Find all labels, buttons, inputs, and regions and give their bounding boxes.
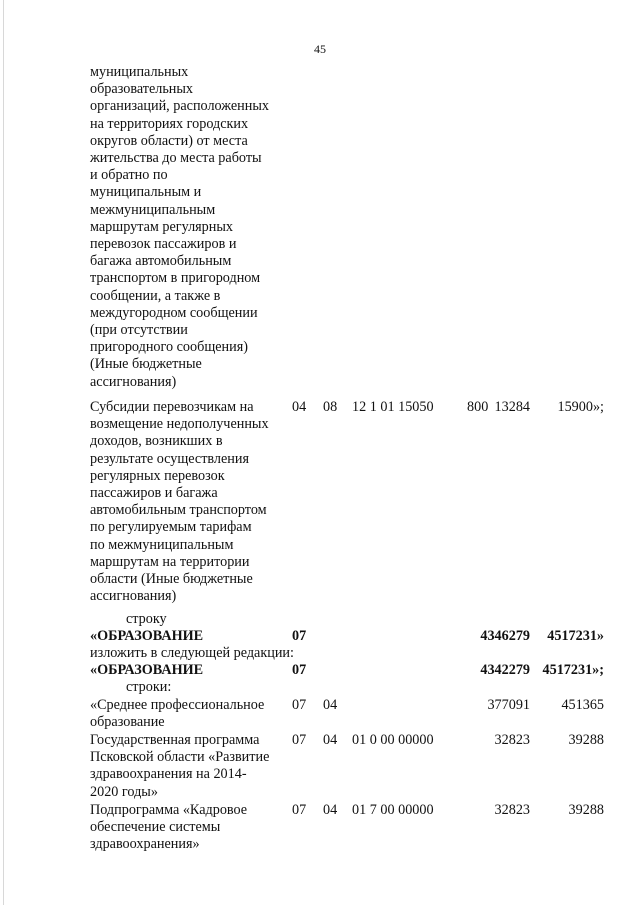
text-line: пригородного сообщения) <box>90 339 248 356</box>
scan-edge <box>3 0 4 905</box>
new-row-section: 07 <box>292 662 307 678</box>
text-line: доходов, возникших в <box>90 433 223 450</box>
new-row-amount-year1: 4342279 <box>480 662 530 678</box>
text-line: 2020 годы» <box>90 783 158 800</box>
section-code: 04 <box>292 399 307 415</box>
text-line: результате осуществления <box>90 450 250 467</box>
text-line: автомобильным транспортом <box>90 502 267 519</box>
text-line: по межмуниципальным <box>90 536 234 553</box>
text-line: ассигнования) <box>90 373 177 390</box>
text-line: образование <box>90 714 165 731</box>
instruction-row-word: строку <box>126 611 167 627</box>
text-line: организаций, расположенных <box>90 98 269 115</box>
text-line: перевозок пассажиров и <box>90 236 237 253</box>
table-row-name <box>90 802 290 854</box>
subsection-code: 04 <box>323 732 338 748</box>
intro-text <box>90 64 290 391</box>
text-line: межмуниципальным <box>90 201 216 218</box>
subsection-code: 04 <box>323 802 338 818</box>
text-line: округов области) от места <box>90 132 248 149</box>
section-code: 07 <box>292 732 307 748</box>
amount-year1: 377091 <box>487 697 530 713</box>
text-line: области (Иные бюджетные <box>90 571 253 588</box>
table-row-name <box>90 697 290 731</box>
text-line: (Иные бюджетные <box>90 356 202 373</box>
text-line: здравоохранения на 2014- <box>90 766 247 783</box>
text-line: Подпрограмма «Кадровое <box>90 802 248 818</box>
text-line: сообщении, а также в <box>90 287 221 304</box>
text-line: Государственная программа <box>90 732 260 748</box>
text-line: образовательных <box>90 81 194 98</box>
text-line: регулярных перевозок <box>90 467 225 484</box>
subsection-code: 08 <box>323 399 338 415</box>
text-line: маршрутам на территории <box>90 553 250 570</box>
amount-year1: 13284 <box>494 399 530 415</box>
text-line: жительства до места работы <box>90 150 262 167</box>
amount-year2: 39288 <box>568 802 604 818</box>
text-line: Субсидии перевозчикам на <box>90 399 254 415</box>
page-number: 45 <box>314 42 326 56</box>
section-code: 07 <box>292 802 307 818</box>
amount-year2: 15900»; <box>557 399 604 415</box>
text-line: пассажиров и багажа <box>90 485 218 502</box>
target-article-code: 01 7 00 00000 <box>352 802 434 818</box>
text-line: муниципальных <box>90 64 189 80</box>
new-row-name: «ОБРАЗОВАНИЕ <box>90 662 204 678</box>
subsidy-row-name <box>90 399 290 605</box>
target-article-code: 12 1 01 15050 <box>352 399 434 415</box>
old-row-amount-year2: 4517231» <box>547 628 604 644</box>
amount-year1: 32823 <box>494 732 530 748</box>
new-row-amount-year2: 4517231»; <box>542 662 604 678</box>
table-row-name <box>90 732 290 801</box>
text-line: Псковской области «Развитие <box>90 749 270 766</box>
text-line: (при отсутствии <box>90 322 188 339</box>
text-line: «Среднее профессиональное <box>90 697 265 713</box>
text-line: ассигнования) <box>90 588 177 605</box>
amount-year1: 32823 <box>494 802 530 818</box>
text-line: багажа автомобильным <box>90 253 232 270</box>
instruction-new-edition: изложить в следующей редакции: <box>90 645 294 661</box>
text-line: транспортом в пригородном <box>90 270 261 287</box>
subsection-code: 04 <box>323 697 338 713</box>
old-row-amount-year1: 4346279 <box>480 628 530 644</box>
text-line: здравоохранения» <box>90 836 200 853</box>
old-row-section: 07 <box>292 628 307 644</box>
amount-year2: 39288 <box>568 732 604 748</box>
target-article-code: 01 0 00 00000 <box>352 732 434 748</box>
text-line: и обратно по <box>90 167 168 184</box>
text-line: обеспечение системы <box>90 819 221 836</box>
instruction-rows-word: строки: <box>126 679 172 695</box>
text-line: междугородном сообщении <box>90 304 258 321</box>
section-code: 07 <box>292 697 307 713</box>
text-line: на территориях городских <box>90 115 249 132</box>
text-line: возмещение недополученных <box>90 416 269 433</box>
text-line: муниципальным и <box>90 184 202 201</box>
text-line: по регулируемым тарифам <box>90 519 252 536</box>
old-row-name: «ОБРАЗОВАНИЕ <box>90 628 204 644</box>
text-line: маршрутам регулярных <box>90 218 233 235</box>
amount-year2: 451365 <box>561 697 604 713</box>
expense-type-code: 800 <box>467 399 489 415</box>
